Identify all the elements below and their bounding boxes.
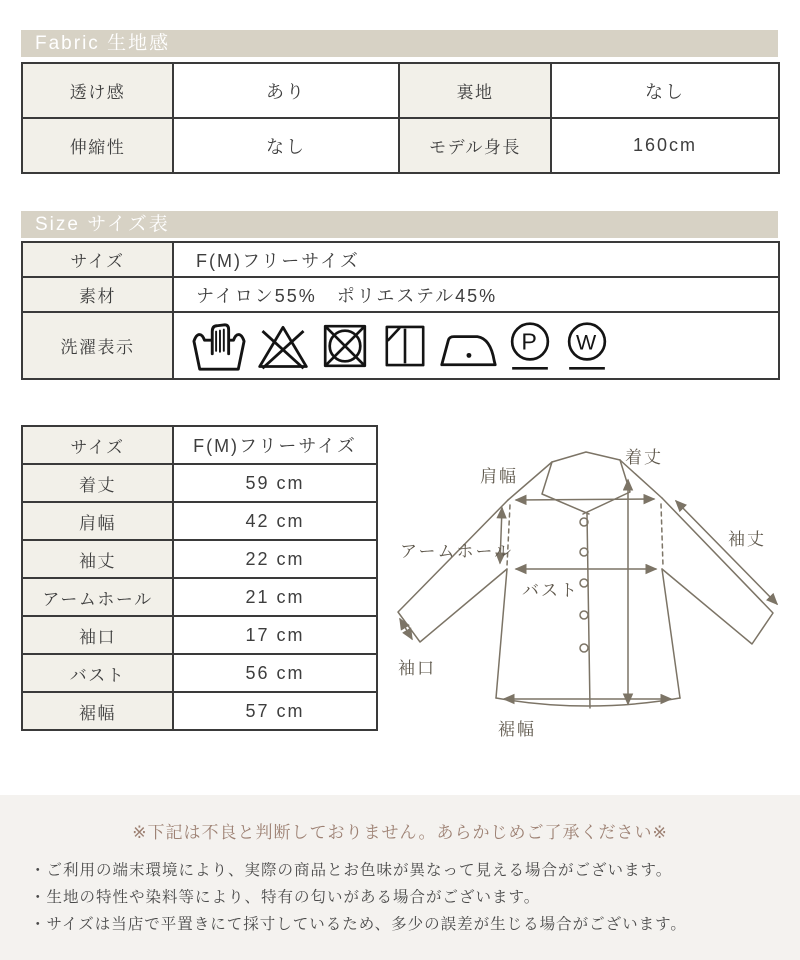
diagram-label-body-length: 着丈 [625,448,663,467]
table-row [22,578,377,616]
table-row [22,692,377,730]
table-value-cell: なし [173,118,399,173]
table-row [22,540,377,578]
table-value-cell: 22 cm [173,540,377,578]
notice-list [0,857,800,938]
table-value-cell: なし [551,63,779,118]
diagram-label-shoulder-width: 肩幅 [480,467,518,486]
diagram-label-cuff: 袖口 [398,659,436,678]
notice-item: ・生地の特性や染料等により、特有の匂いがある場合がございます。 [30,889,541,906]
table-header-cell: サイズ [22,426,173,464]
collar-right-flap [583,460,630,514]
table-header-cell: 伸縮性 [22,118,173,173]
table-header-cell: 肩幅 [22,502,173,540]
table-header-cell: 袖丈 [22,540,173,578]
table-row [22,242,779,277]
table-row [22,616,377,654]
size-spec-table [21,241,780,380]
table-value-cell: 21 cm [173,578,377,616]
table-header-cell: 着丈 [22,464,173,502]
shirt-measurement-diagram [390,430,800,760]
hand-wash-icon [190,319,248,373]
table-row [22,502,377,540]
svg-text:P: P [521,328,539,355]
fabric-table [21,62,780,174]
table-value-cell: 59 cm [173,464,377,502]
do-not-bleach-icon [255,319,311,373]
table-header-cell: モデル身長 [399,118,551,173]
table-row [22,63,779,118]
table-header-cell: 裾幅 [22,692,173,730]
table-header-cell: 素材 [22,277,173,312]
table-header-cell: 裏地 [399,63,551,118]
table-row [22,312,779,379]
table-value-cell: 17 cm [173,616,377,654]
table-row [22,654,377,692]
notice-item: ・サイズは当店で平置きにて採寸しているため、多少の誤差が生じる場合がございます。 [30,916,687,933]
table-value-cell: 160cm [551,118,779,173]
table-header-cell: F(M)フリーサイズ [173,426,377,464]
table-row [22,464,377,502]
diagram-label-bust: バスト [522,581,579,600]
shoulder-width-arrow [516,499,654,500]
diagram-label-hem-width: 裾幅 [498,720,536,739]
table-header-cell: サイズ [22,242,173,277]
table-header-cell: 洗濯表示 [22,312,173,379]
table-header-cell: 袖口 [22,616,173,654]
table-value-cell: F(M)フリーサイズ [173,242,779,277]
notice-item: ・ご利用の端末環境により、実際の商品とお色味が異なって見える場合がございます。 [30,862,673,879]
collar-top-line [552,452,620,462]
table-value-cell: あり [173,63,399,118]
fabric-section-header: Fabric 生地感 [21,30,778,57]
table-header-cell: バスト [22,654,173,692]
svg-text:W: W [576,330,598,355]
size-section-header: Size サイズ表 [21,211,778,238]
table-header-cell: アームホール [22,578,173,616]
table-row [22,118,779,173]
table-row [22,277,779,312]
laundry-care-icons [174,318,778,374]
diagram-label-sleeve-length: 袖丈 [728,530,766,549]
do-not-tumble-dry-icon [318,319,372,373]
table-value-cell: 56 cm [173,654,377,692]
iron-low-heat-icon [438,319,498,373]
sleeve-length-arrow [676,501,777,604]
line-dry-in-shade-icon [379,319,431,373]
table-value-cell: ナイロン55% ポリエステル45% [173,277,779,312]
table-row [22,426,377,464]
dry-clean-p-icon [505,318,555,374]
table-value-cell: 42 cm [173,502,377,540]
collar-left-flap [542,462,589,514]
notice-section [0,795,800,960]
wet-clean-w-icon [562,318,612,374]
measurements-table [21,425,378,731]
table-value-cell: 57 cm [173,692,377,730]
notice-title: ※下記は不良と判断しておりません。あらかじめご了承ください※ [132,823,668,842]
diagram-label-armhole: アームホール [400,542,514,561]
table-header-cell: 透け感 [22,63,173,118]
laundry-care-cell [173,312,779,379]
